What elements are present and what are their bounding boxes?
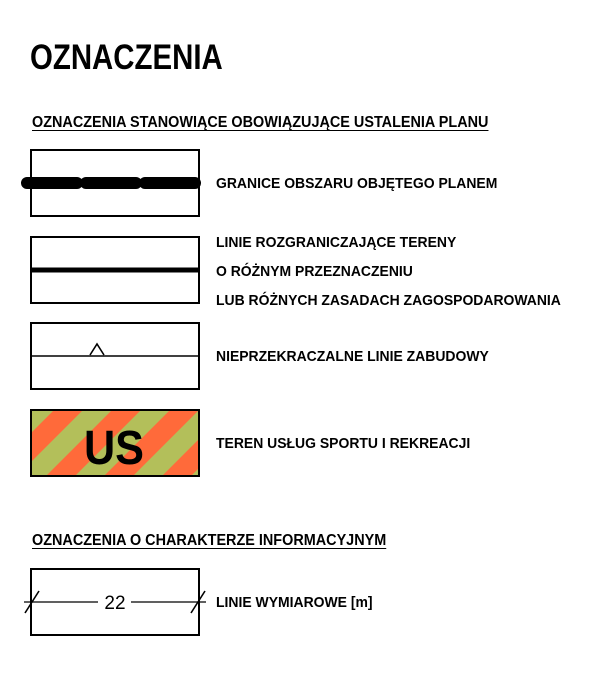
- symbol-dimension-line: [30, 568, 200, 636]
- label-plan-boundary: GRANICE OBSZARU OBJĘTEGO PLANEM: [216, 175, 498, 192]
- dimension-value: 22: [104, 593, 126, 614]
- label-building-line: NIEPRZEKRACZALNE LINIE ZABUDOWY: [216, 348, 489, 365]
- label-us-zone: TEREN USŁUG SPORTU I REKREACJI: [216, 435, 471, 452]
- section-heading-informational: OZNACZENIA O CHARAKTERZE INFORMACYJNYM: [32, 532, 387, 549]
- section-heading-binding: OZNACZENIA STANOWIĄCE OBOWIĄZUJĄCE USTALENIA PLANU: [32, 114, 489, 131]
- symbol-us-zone: [30, 409, 200, 477]
- symbol-demarcation-line: [30, 236, 200, 304]
- legend-title: OZNACZENIA: [30, 38, 223, 77]
- label-dimension-line: LINIE WYMIAROWE [m]: [216, 594, 373, 611]
- zone-code: US: [83, 420, 145, 475]
- symbol-building-line: [30, 322, 200, 390]
- label-demarcation-line: LINIE ROZGRANICZAJĄCE TERENY O RÓŻNYM PRZEZNACZENIU LUB RÓŻNYCH ZASADACH ZAGOSPODAROWANIA: [216, 234, 561, 309]
- symbol-plan-boundary: [30, 149, 200, 217]
